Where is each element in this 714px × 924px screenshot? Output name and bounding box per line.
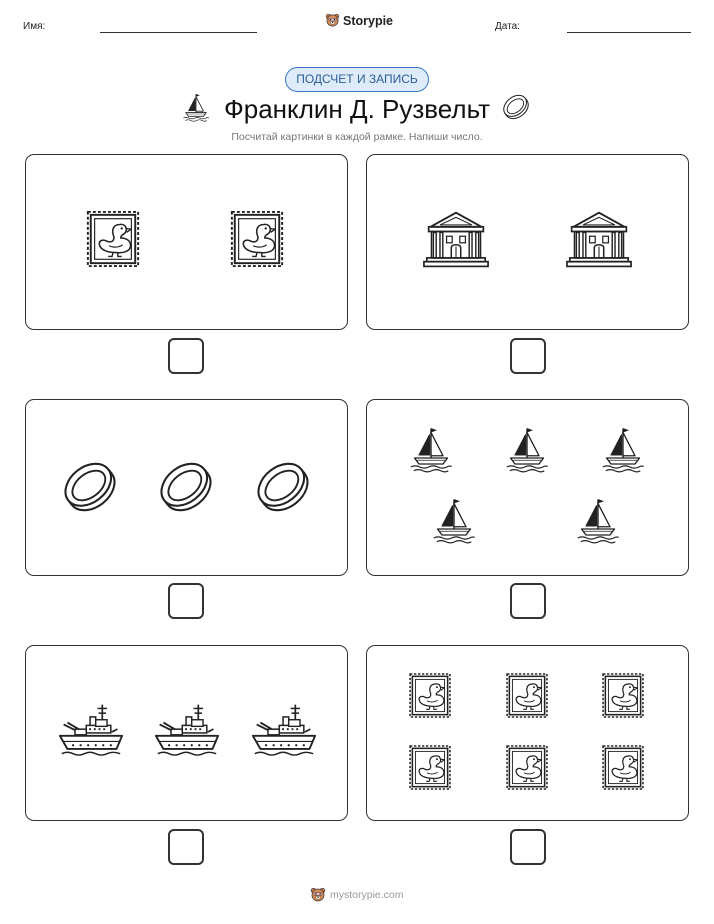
name-label: Имя: (23, 21, 46, 32)
answer-box-2[interactable] (510, 338, 546, 374)
count-panel-2 (366, 154, 689, 330)
page-title: Франклин Д. Рузвельт (223, 94, 491, 124)
sailboat-icon (600, 425, 646, 473)
sailboat-icon (504, 425, 550, 473)
bear-mascot-icon (325, 13, 340, 28)
count-panel-4 (366, 399, 689, 576)
count-panel-3 (25, 399, 348, 576)
battleship-icon (58, 701, 124, 763)
capitol-building-icon (566, 209, 632, 271)
duck-stamp-icon (407, 670, 453, 721)
duck-stamp-icon (600, 742, 646, 793)
ring-icon (60, 456, 120, 518)
count-panel-1 (25, 154, 348, 330)
title-row (0, 92, 714, 126)
answer-box-6[interactable] (510, 829, 546, 865)
duck-stamp-icon (407, 742, 453, 793)
answer-box-3[interactable] (168, 583, 204, 619)
footer-url[interactable]: mystorypie.com (330, 889, 404, 901)
footer (310, 887, 404, 903)
battleship-icon (154, 701, 220, 763)
duck-stamp-icon (84, 208, 142, 270)
duck-stamp-icon (504, 742, 550, 793)
brand-name: Storypie (343, 13, 394, 28)
instructions: Посчитай картинки в каждой рамке. Напиши число. (231, 131, 483, 143)
battleship-icon (251, 701, 317, 763)
sailboat-icon (431, 496, 477, 544)
capitol-building-icon (423, 209, 489, 271)
answer-box-5[interactable] (168, 829, 204, 865)
name-line[interactable] (100, 32, 257, 33)
answer-box-1[interactable] (168, 338, 204, 374)
activity-badge: ПОДСЧЕТ И ЗАПИСЬ (285, 67, 429, 92)
brand-logo (325, 13, 393, 28)
ring-icon (501, 92, 531, 122)
duck-stamp-icon (600, 670, 646, 721)
duck-stamp-icon (504, 670, 550, 721)
count-panel-5 (25, 645, 348, 821)
sailboat-icon (408, 425, 454, 473)
ring-icon (156, 456, 216, 518)
count-panel-6 (366, 645, 689, 821)
date-line[interactable] (567, 32, 691, 33)
sailboat-icon (575, 496, 621, 544)
answer-box-4[interactable] (510, 583, 546, 619)
bear-mascot-icon (310, 887, 326, 903)
date-label: Дата: (495, 21, 520, 32)
ring-icon (253, 456, 313, 518)
duck-stamp-icon (228, 208, 286, 270)
